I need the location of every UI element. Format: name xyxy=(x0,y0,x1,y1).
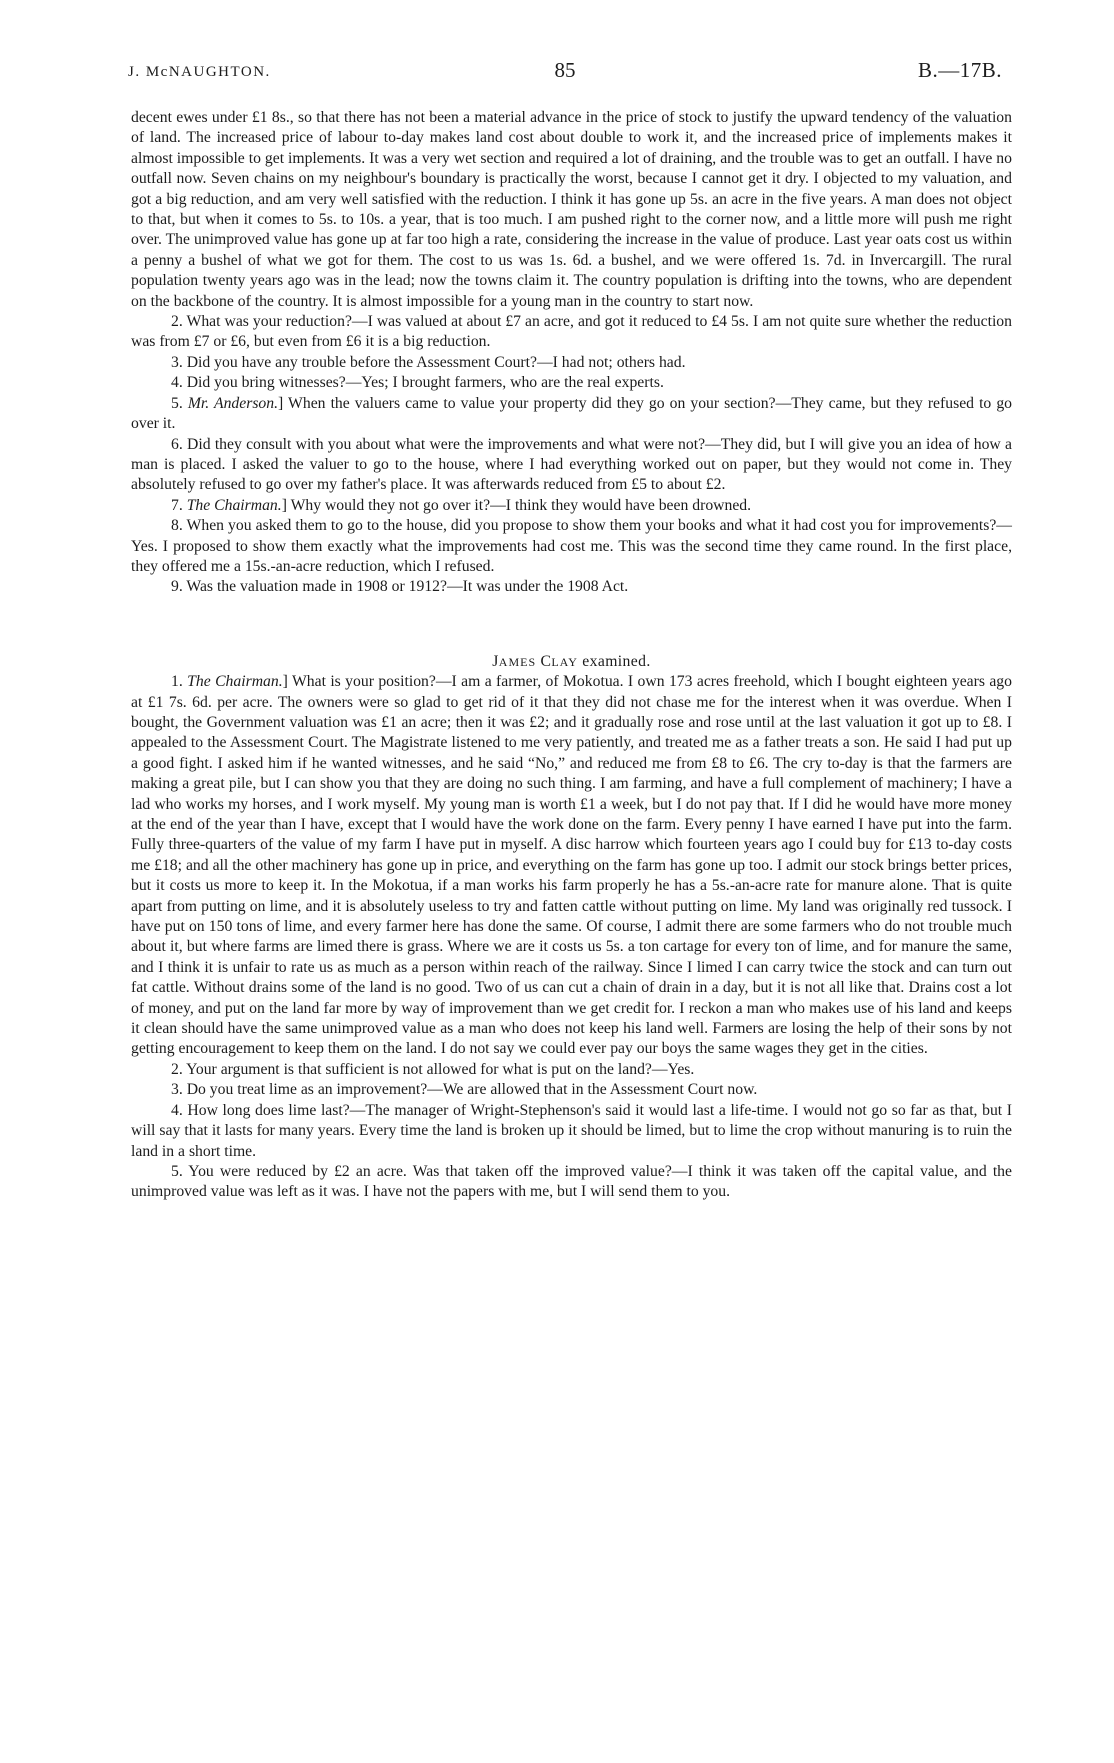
page-number: 85 xyxy=(554,58,576,82)
witness-heading: JAMES CLAY examined. xyxy=(492,652,651,670)
question-2: 2. What was your reduction?—I was valued at about £7 an acre, and got it reduced to £4 5s. I am not quite sure whether the reduction was from £7 or £6, but even from £6 it is a big reduction. xyxy=(131,313,1012,351)
witness-question-4: 4. How long does lime last?—The manager of Wright-Stephenson's said it would last a life-time. I would not go so far as that, but I will say that it lasts for many years. Every time the land is broken up it should be limed, but to lime the crop without manuring is to ruin the land in a short time. xyxy=(131,1101,1012,1160)
question-text: ] When the valuers came to value your property did they go on your section?—They came, but they refused to go over it. xyxy=(131,394,1013,433)
witness-question-2: 2. Your argument is that sufficient is not allowed for what is put on the land?—Yes. xyxy=(171,1060,695,1078)
question-text: ] What is your position?—I am a farmer, of Mokotua. I own 173 acres freehold, which I bought eighteen years ago at £1 7s. 6d. per acre. The owners were so glad to get rid of it that they did not chase me for the interest when it was overdue. When I bought, the Government valuation was £1 an acre; then it was £2; and it gradually rose and rose until at the last valuation it got up to £8. I appealed to the Assessment Court. The Magistrate listened to me very patiently, and treated me as a father treats a son. He said I had put up a good fight. I asked him if he wanted witnesses, and he said “No,” and reduced me from £8 to £6. The cry to-day is that the farmers are making a great pile, but I can show you that they are doing no such thing. I am farming, and have a full complement of machinery; I have a lad who works my horses, and I work myself. My young man is worth £1 a week, but I do not pay that. If I did he would have more money at the end of the year than I have, except that I would have the work done on the farm. Every penny I have earned I have put into the farm. Fully three-quarters of the value of my farm I have put in myself. A disc harrow which fourteen years ago I could buy for £13 to-day costs me £18; and all the other machinery has gone up in price, and everything on the farm has gone up too. I admit our stock brings better prices, but it costs us more to keep it. In the Mokotua, if a man works his farm properly he has a 5s.-an-acre rate for manure alone. That is quite apart from putting on lime, and it is absolutely useless to try and fatten cattle without putting on lime. My land was originally red tussock. I have put on 150 tons of lime, and every farmer here has done the same. Of course, I admit there are some farmers who do not trouble much about it, but where farms are limed there is grass. Where we are it costs us 5s. a ton cartage for every ton of lime, and for manure the same, and I think it is unfair to rate us as much as a person within reach of the railway. Since I limed I can carry twice the stock and can turn out fat cattle. Without drains some of the land is no good. Two of us can cut a chain of drain in a day, but it is not all like that. Drains cost a lot of money, and put on the land far more by way of improvement than we get credit for. I reckon a man who makes use of his land and keeps it clean should have the same unimproved value as a man who does not keep his land well. Farmers are losing the help of their sons by not getting encouragement to keep them on the land. I do not say we could ever pay our boys the same wages they get in the cities. xyxy=(131,673,1012,1058)
question-number: 7. xyxy=(171,496,187,514)
question-3: 3. Did you have any trouble before the Assessment Court?—I had not; others had. xyxy=(171,353,686,371)
witness-question-1 xyxy=(131,672,1012,1060)
question-9: 9. Was the valuation made in 1908 or 1912?—It was under the 1908 Act. xyxy=(171,578,629,596)
question-4: 4. Did you bring witnesses?—Yes; I brought farmers, who are the real experts. xyxy=(171,374,664,392)
page-body xyxy=(131,108,1012,1203)
question-5 xyxy=(131,394,1012,435)
question-8: 8. When you asked them to go to the house, did you propose to show them your books and what it had cost you for improvements?—Yes. I proposed to show them exactly what the improvements had cost me. This was the second time they came round. In the first place, they offered me a 15s.-an-acre reduction, which I refused. xyxy=(131,517,1012,575)
document-reference: B.—17B. xyxy=(917,58,1002,82)
continuation-paragraph: decent ewes under £1 8s., so that there has not been a material advance in the price of stock to justify the upward tendency of the valuation of land. The increased price of labour to-day makes land cost about double to work it, and the increased price of implements makes it almost impossible to get implements. It was a very wet section and required a lot of draining, and the trouble was to get an outfall. I have no outfall now. Seven chains on my neighbour's boundary is practically the worst, because I cannot get it dry. I objected to my valuation, and got a big reduction, and am very well satisfied with the reduction. I think it has gone up 5s. an acre in the five years. A man does not object to that, but when it comes to 5s. to 10s. a year, that is too much. I am pushed right to the corner now, and a little more will push me right over. The unimproved value has gone up at far too high a rate, considering the increase in the value of produce. Last year oats cost us within a penny a bushel of what we got for them. The cost to us was 1s. 6d. a bushel, and we were offered 1s. 7d. in Invercargill. The rural population twenty years ago was in the lead; now the towns claim it. The country population is drifting into the towns, who are dependent on the backbone of the country. It is almost impossible for a young man in the country to start now. xyxy=(131,109,1012,310)
witness-question-3: 3. Do you treat lime as an improvement?—We are allowed that in the Assessment Court now. xyxy=(171,1081,758,1099)
header-witness-name: J. McNAUGHTON. xyxy=(128,64,271,80)
page-header xyxy=(128,56,1002,86)
speaker-name: The Chairman. xyxy=(187,673,283,691)
question-number: 5. xyxy=(171,394,188,412)
speaker-name: Mr. Anderson. xyxy=(187,394,279,412)
section-spacer xyxy=(131,598,1012,652)
question-7 xyxy=(131,496,1012,516)
question-number: 1. xyxy=(171,673,188,691)
speaker-name: The Chairman. xyxy=(186,496,282,514)
witness-question-5: 5. You were reduced by £2 an acre. Was that taken off the improved value?—I think it was taken off the capital value, and the unimproved value was left as it was. I have not the papers with me, but I will send them to you. xyxy=(131,1162,1012,1201)
question-text: ] Why would they not go over it?—I think they would have been drowned. xyxy=(281,496,752,514)
question-6: 6. Did they consult with you about what were the improvements and what were not?—They did, but I will give you an idea of how a man is placed. I asked the valuer to go to the house, where I had everything worked out on paper, but they would not come in. They absolutely refused to go over my father's place. It was afterwards reduced from £5 to about £2. xyxy=(131,435,1012,494)
